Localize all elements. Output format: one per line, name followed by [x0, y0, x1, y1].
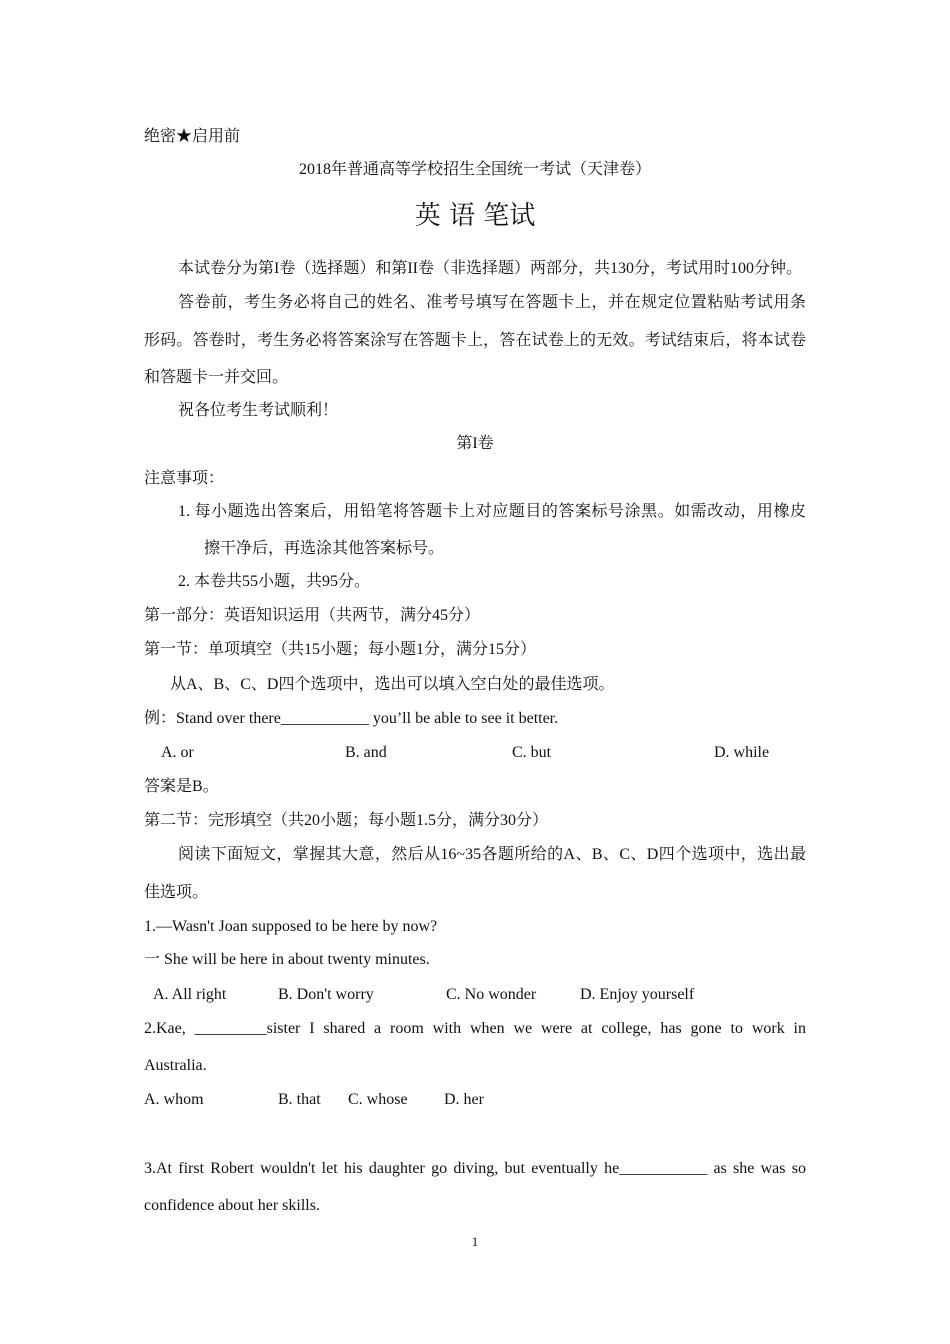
question-2-line-2: Australia.: [144, 1057, 207, 1074]
notes-item-1-line-1: 1. 每小题选出答案后，用铅笔将答题卡上对应题目的答案标号涂黑。如需改动，用橡皮: [178, 503, 806, 520]
question-2-option-d: D. her: [444, 1091, 484, 1108]
question-3-line-2: confidence about her skills.: [144, 1197, 320, 1214]
example-option-c: C. but: [512, 744, 552, 761]
question-1-line-1: 1.—Wasn't Joan supposed to be here by now?: [144, 918, 438, 935]
question-1-option-c: C. No wonder: [446, 986, 537, 1003]
wish-line: 祝各位考生考试顺利！: [178, 402, 339, 419]
question-2-option-a: A. whom: [144, 1091, 204, 1108]
example-option-a: A. or: [161, 744, 194, 761]
intro-paragraph-1: 本试卷分为第I卷（选择题）和第II卷（非选择题）两部分，共130分，考试用时100分钟。: [178, 260, 802, 277]
intro-paragraph-2-line-3: 和答题卡一并交回。: [144, 369, 289, 386]
question-2-option-b: B. that: [278, 1091, 321, 1108]
question-3-line-1: 3.At first Robert wouldn't let his daughter go diving, but eventually he___________ as she was so: [144, 1160, 806, 1177]
subject-title: 英 语 笔试: [414, 201, 536, 231]
notes-item-1-line-2: 擦干净后，再选涂其他答案标号。: [204, 540, 445, 557]
question-1-option-b: B. Don't worry: [278, 986, 374, 1003]
page-number: 1: [471, 1234, 479, 1249]
section2-heading: 第二节：完形填空（共20小题；每小题1.5分，满分30分）: [144, 812, 549, 829]
intro-paragraph-2-line-1: 答卷前，考生务必将自己的姓名、准考号填写在答题卡上，并在规定位置粘贴考试用条: [178, 294, 806, 311]
exam-title: 2018年普通高等学校招生全国统一考试（天津卷）: [298, 161, 651, 178]
example-stem: 例：Stand over there___________ you’ll be able to see it better.: [144, 710, 559, 727]
notes-item-2: 2. 本卷共55小题，共95分。: [178, 573, 371, 590]
section1-heading: 第一节：单项填空（共15小题；每小题1分，满分15分）: [144, 641, 537, 658]
question-1-line-2: 一 She will be here in about twenty minutes.: [144, 951, 430, 968]
notes-heading: 注意事项：: [144, 470, 225, 487]
example-answer: 答案是B。: [144, 778, 219, 795]
section1-instruction: 从A、B、C、D四个选项中，选出可以填入空白处的最佳选项。: [170, 676, 615, 693]
question-1-option-d: D. Enjoy yourself: [580, 986, 695, 1003]
example-option-b: B. and: [345, 744, 387, 761]
secret-mark: 绝密★启用前: [144, 128, 241, 145]
section2-instruction-line-1: 阅读下面短文，掌握其大意，然后从16~35各题所给的A、B、C、D四个选项中，选出最: [178, 846, 806, 863]
question-2-option-c: C. whose: [348, 1091, 408, 1108]
part1-heading: 第一部分：英语知识运用（共两节，满分45分）: [144, 607, 481, 624]
intro-paragraph-2-line-2: 形码。答卷时，考生务必将答案涂写在答题卡上，答在试卷上的无效。考试结束后，将本试卷: [144, 332, 806, 349]
question-1-option-a: A. All right: [153, 986, 227, 1003]
volume-heading: 第I卷: [456, 435, 494, 452]
example-option-d: D. while: [714, 744, 770, 761]
section2-instruction-line-2: 佳选项。: [144, 884, 209, 901]
question-2-line-1: 2.Kae, _________sister I shared a room with when we were at college, has gone to work in: [144, 1020, 806, 1037]
